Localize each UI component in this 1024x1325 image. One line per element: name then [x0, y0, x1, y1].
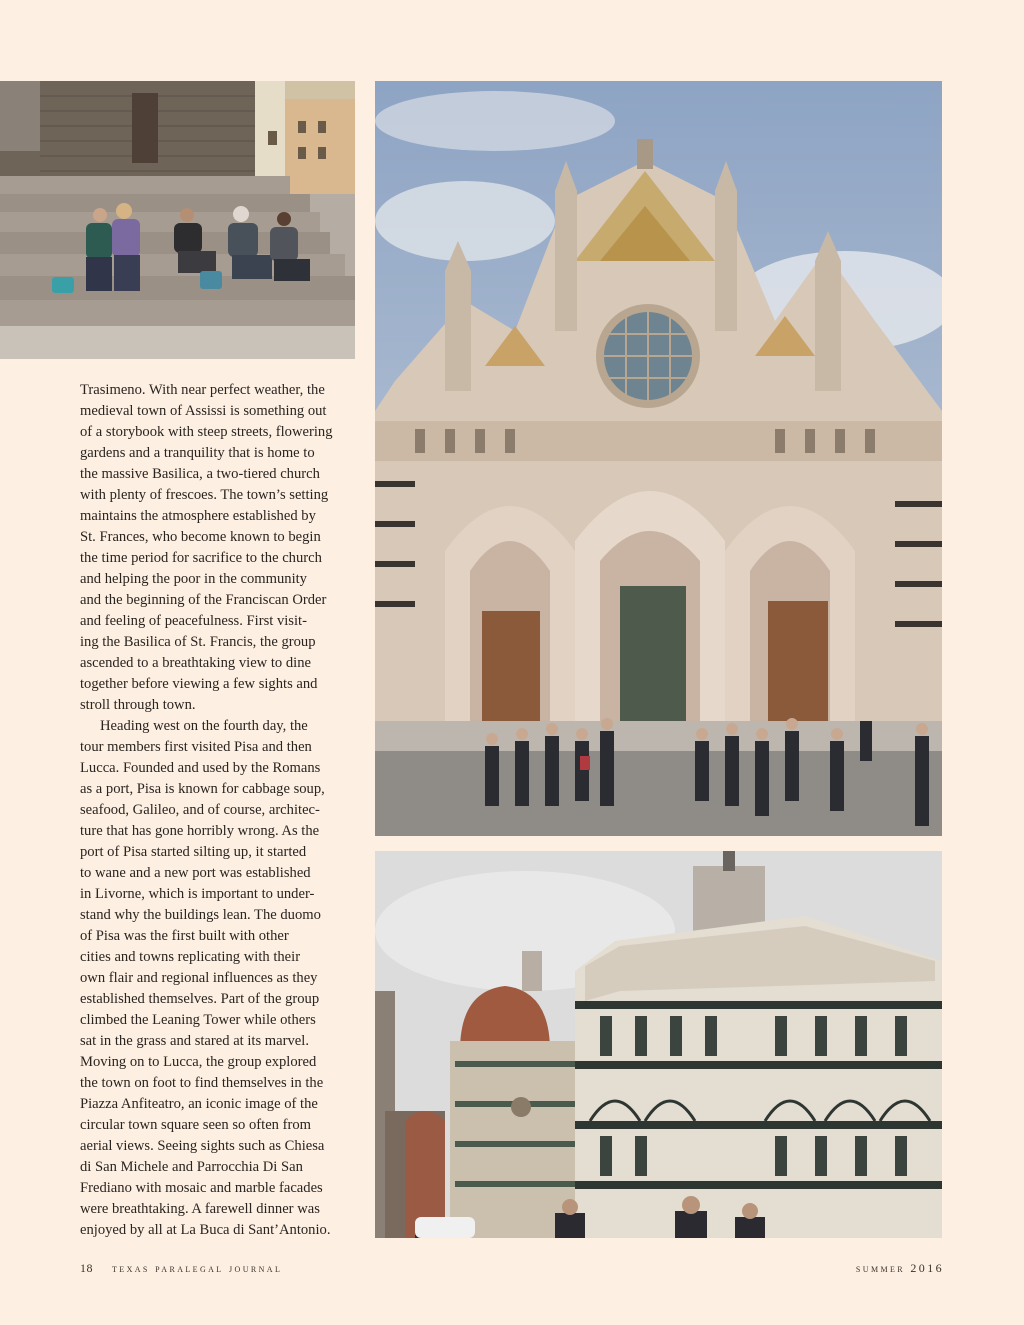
photo-siena-cathedral [375, 81, 942, 836]
article-body [80, 380, 356, 1241]
photo-group-on-steps [0, 81, 355, 359]
article-paragraph: Heading west on the fourth day, the tour members first visited Pisa and then Lucca. Founded and used by the Romans as a port, Pisa is known for cabbage soup, seafood, Galileo, and of course, architec- ture that has gone horribly wrong. As the port of Pisa started silting up, it started to wane and a new port was established in Livorne, which is important to under- stand why the buildings lean. The duomo of Pisa was the first built with other cities and towns replicating with their own flair and regional influences as they established themselves. Part of the group climbed the Leaning Tower while others sat in the grass and stared at its marvel. Moving on to Lucca, the group explored the town on foot to find themselves in the Piazza Anfiteatro, an iconic image of the circular town square seen so often from aerial views. Seeing sights such as Chiesa di San Michele and Parrocchia Di San Frediano with mosaic and marble facades were breathtaking. A farewell dinner was enjoyed by all at La Buca di Sant’Antonio. [80, 718, 331, 1238]
photo-florence-baptistery [375, 851, 942, 1238]
page-number: 18 [80, 1261, 93, 1275]
issue-date: summer 2016 [855, 1261, 944, 1275]
article-paragraph: Trasimeno. With near perfect weather, the medieval town of Assissi is something out of a storybook with steep streets, flowering gardens and a tranquility that is home to the massive Basilica, a two-tiered church with plenty of frescoes. The town’s setting maintains the atmosphere established by St. Frances, who become known to begin the time period for sacrifice to the church and helping the poor in the community and the beginning of the Franciscan Order and feeling of peacefulness. First visit- ing the Basilica of St. Francis, the group ascended to a breathtaking view to dine together before viewing a few sights and stroll through town. [80, 382, 333, 713]
journal-title: texas paralegal journal [112, 1261, 283, 1275]
